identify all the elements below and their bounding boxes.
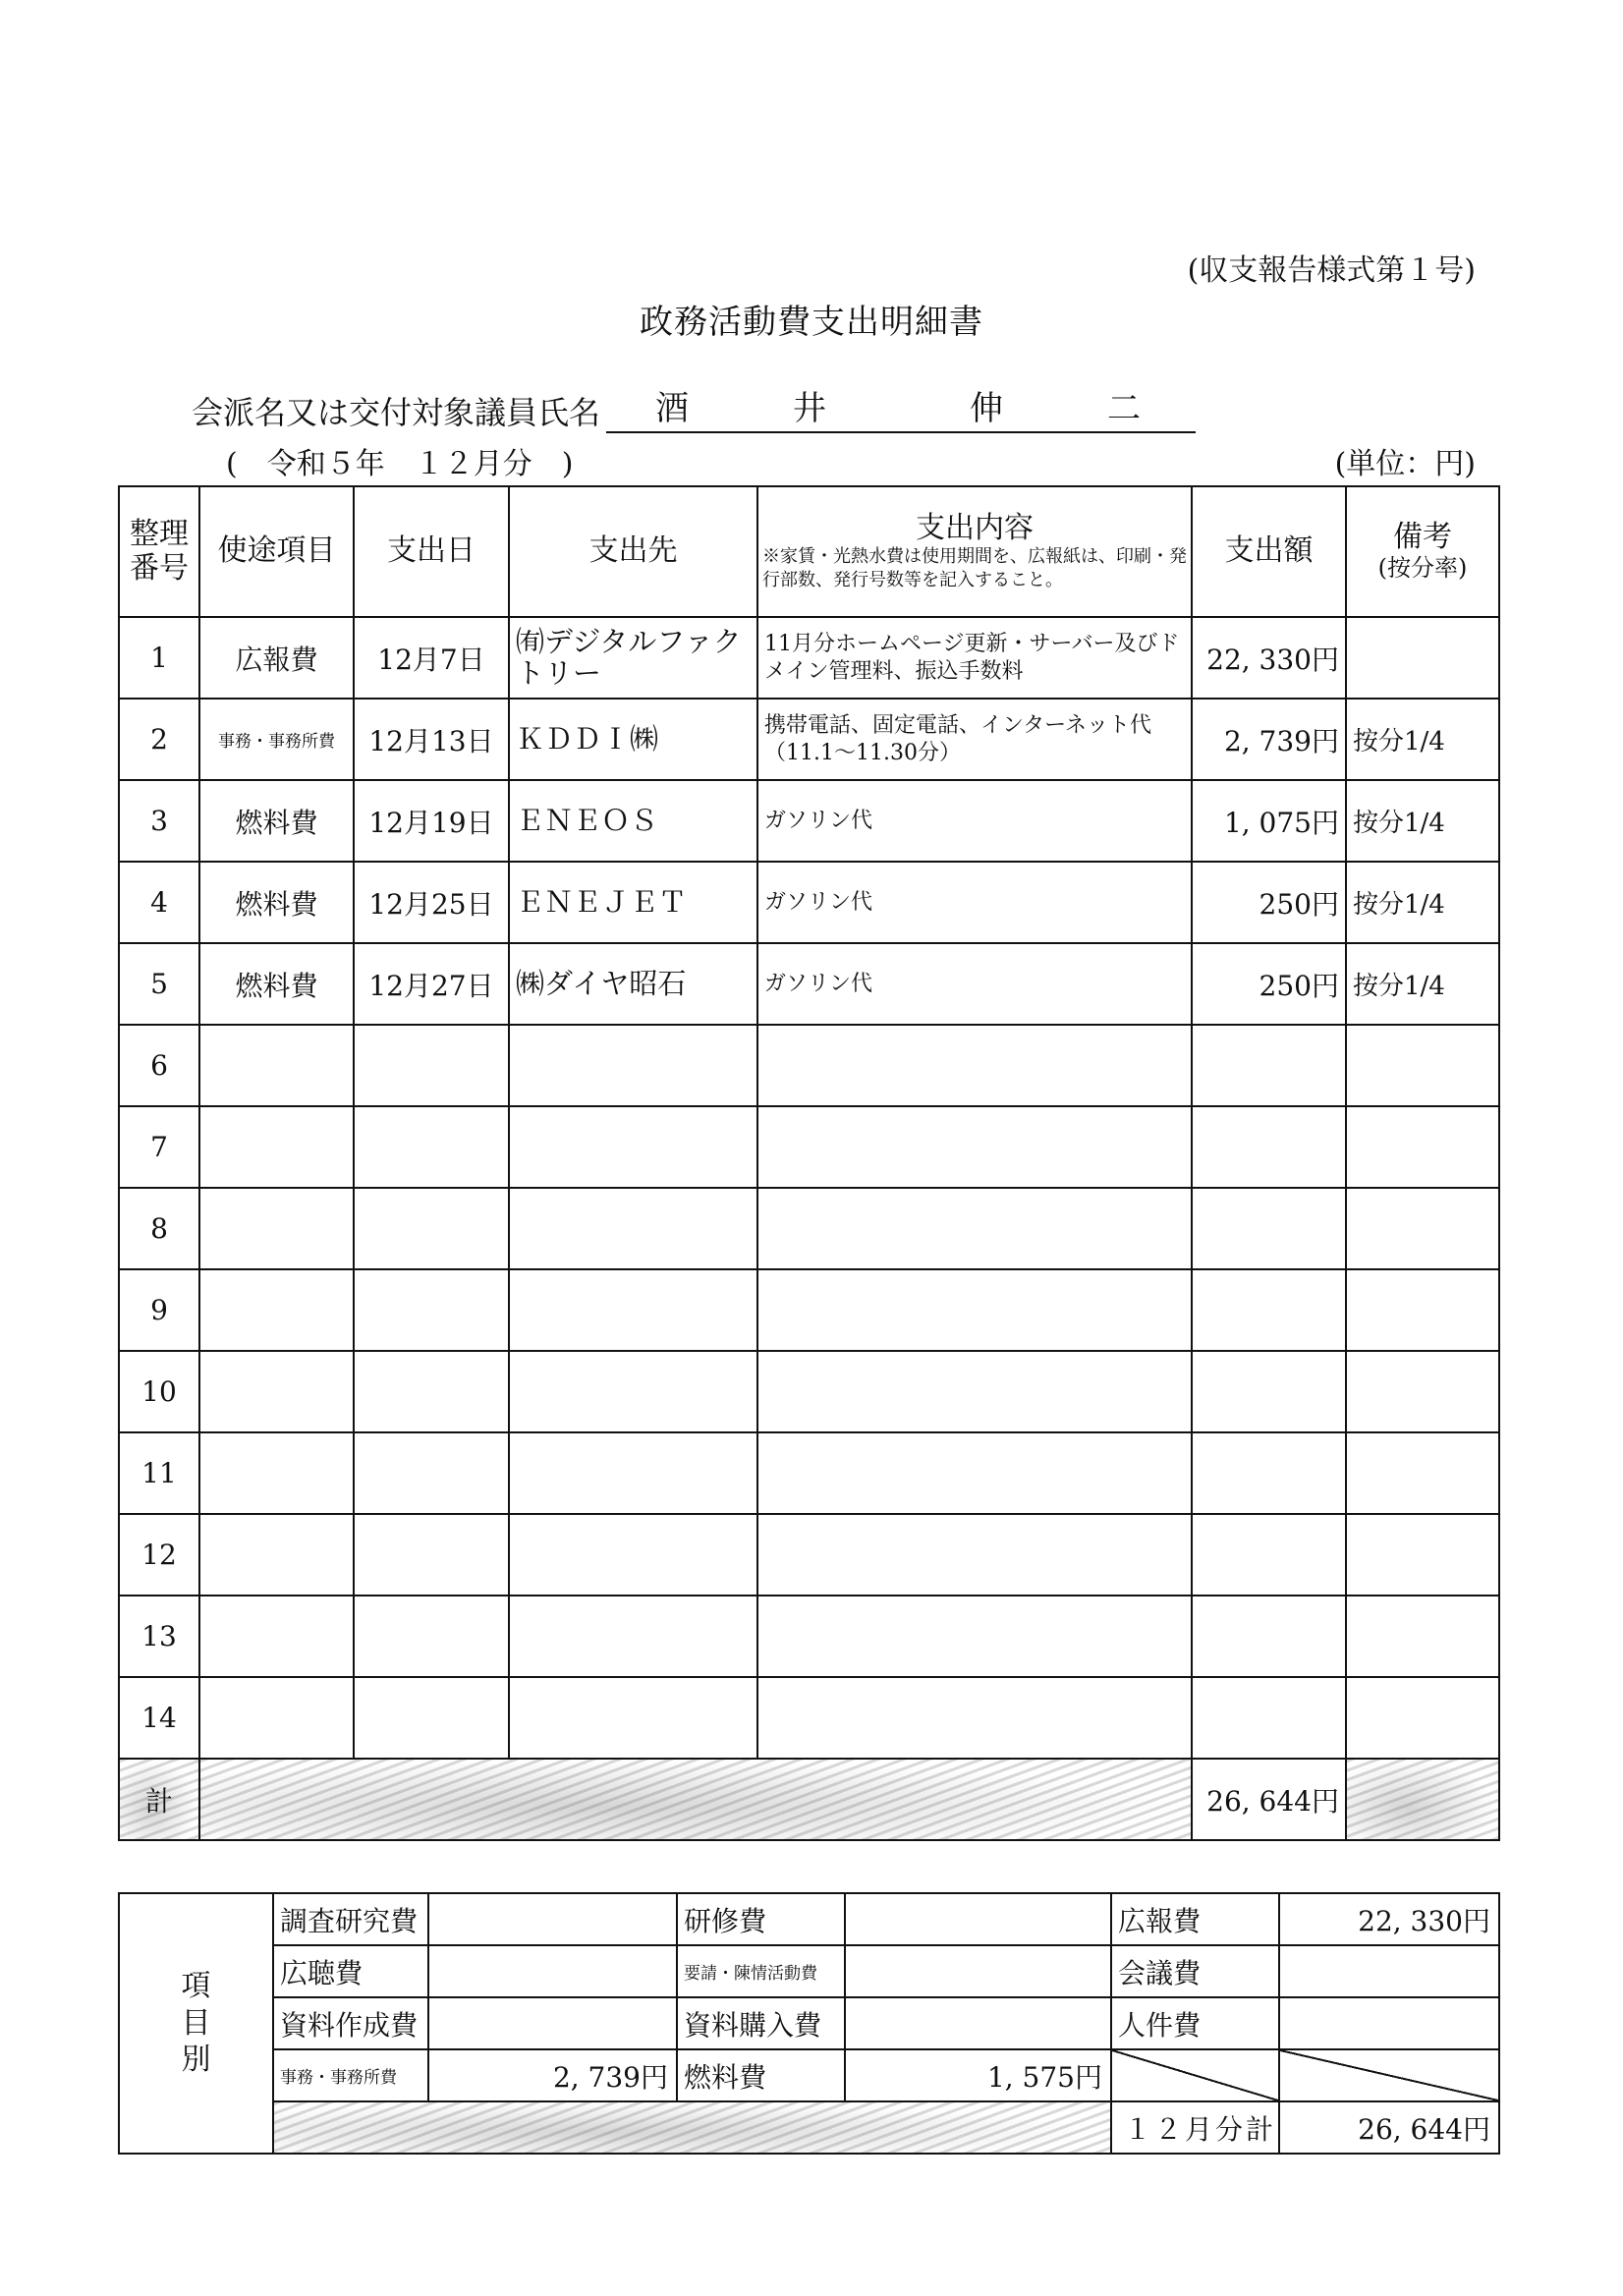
row-use-category bbox=[199, 1188, 354, 1269]
row-date: 12月27日 bbox=[354, 943, 509, 1025]
member-name-row bbox=[192, 388, 1196, 433]
row-number: 2 bbox=[119, 699, 199, 780]
row-payee: ＥＮＥＪＥＴ bbox=[509, 862, 757, 943]
row-number: 10 bbox=[119, 1351, 199, 1432]
table-row bbox=[119, 1106, 1499, 1188]
header-payee: 支出先 bbox=[509, 486, 757, 617]
row-content: ガソリン代 bbox=[757, 862, 1192, 943]
row-content: ガソリン代 bbox=[757, 780, 1192, 862]
row-payee bbox=[509, 1677, 757, 1759]
row-content bbox=[757, 1269, 1192, 1351]
row-amount bbox=[1192, 1677, 1346, 1759]
member-name-char: 二 bbox=[1107, 389, 1142, 428]
summary-value bbox=[845, 1893, 1111, 1945]
row-amount: 22, 330円 bbox=[1192, 617, 1346, 699]
table-row bbox=[119, 1677, 1499, 1759]
member-name-field bbox=[606, 389, 1196, 433]
row-use-category: 燃料費 bbox=[199, 943, 354, 1025]
row-amount bbox=[1192, 1432, 1346, 1514]
summary-row bbox=[119, 1997, 1499, 2049]
row-note bbox=[1346, 1025, 1499, 1106]
summary-label: 要請・陳情活動費 bbox=[677, 1945, 845, 1997]
row-payee bbox=[509, 1269, 757, 1351]
row-note: 按分1/4 bbox=[1346, 862, 1499, 943]
row-use-category bbox=[199, 1596, 354, 1677]
header-content-note: ※家賃・光熱水費は使用期間を、広報紙は、印刷・発行部数、発行号数等を記入すること。 bbox=[762, 546, 1187, 590]
row-content bbox=[757, 1432, 1192, 1514]
summary-row bbox=[119, 1945, 1499, 1997]
table-row bbox=[119, 780, 1499, 862]
category-summary-table bbox=[118, 1892, 1500, 2155]
row-number: 14 bbox=[119, 1677, 199, 1759]
row-note bbox=[1346, 1106, 1499, 1188]
month-total-label: １２月分計 bbox=[1111, 2101, 1279, 2154]
row-payee: ㈲デジタルファクトリー bbox=[509, 617, 757, 699]
row-number: 9 bbox=[119, 1269, 199, 1351]
row-amount: 1, 075円 bbox=[1192, 780, 1346, 862]
row-number: 12 bbox=[119, 1514, 199, 1596]
row-payee bbox=[509, 1025, 757, 1106]
table-row bbox=[119, 862, 1499, 943]
row-note bbox=[1346, 1677, 1499, 1759]
row-amount bbox=[1192, 1351, 1346, 1432]
row-payee bbox=[509, 1596, 757, 1677]
summary-blank-diagonal bbox=[1279, 2049, 1499, 2101]
row-payee bbox=[509, 1351, 757, 1432]
row-date: 12月19日 bbox=[354, 780, 509, 862]
row-date bbox=[354, 1514, 509, 1596]
row-date: 12月25日 bbox=[354, 862, 509, 943]
row-note: 按分1/4 bbox=[1346, 699, 1499, 780]
row-note: 按分1/4 bbox=[1346, 780, 1499, 862]
row-payee bbox=[509, 1188, 757, 1269]
summary-total-row bbox=[119, 2101, 1499, 2154]
summary-value: 22, 330円 bbox=[1279, 1893, 1499, 1945]
shaded-blank bbox=[273, 2101, 1111, 2154]
summary-row bbox=[119, 1893, 1499, 1945]
row-use-category: 事務・事務所費 bbox=[199, 699, 354, 780]
row-content bbox=[757, 1351, 1192, 1432]
row-content: 携帯電話、固定電話、インターネット代（11.1～11.30分） bbox=[757, 699, 1192, 780]
row-note bbox=[1346, 1351, 1499, 1432]
summary-label: 燃料費 bbox=[677, 2049, 845, 2101]
row-date: 12月7日 bbox=[354, 617, 509, 699]
row-amount bbox=[1192, 1514, 1346, 1596]
summary-value: 1, 575円 bbox=[845, 2049, 1111, 2101]
row-number: 11 bbox=[119, 1432, 199, 1514]
header-use: 使途項目 bbox=[199, 486, 354, 617]
row-payee: ＫＤＤＩ㈱ bbox=[509, 699, 757, 780]
row-payee bbox=[509, 1514, 757, 1596]
row-content bbox=[757, 1596, 1192, 1677]
row-use-category bbox=[199, 1351, 354, 1432]
table-row bbox=[119, 1269, 1499, 1351]
header-content bbox=[757, 486, 1192, 617]
row-use-category: 燃料費 bbox=[199, 862, 354, 943]
row-content bbox=[757, 1677, 1192, 1759]
row-content bbox=[757, 1106, 1192, 1188]
row-content: ガソリン代 bbox=[757, 943, 1192, 1025]
header-note: 備考 (按分率) bbox=[1346, 486, 1499, 617]
row-date bbox=[354, 1269, 509, 1351]
row-date bbox=[354, 1596, 509, 1677]
row-content bbox=[757, 1514, 1192, 1596]
summary-label: 広報費 bbox=[1111, 1893, 1279, 1945]
summary-label: 研修費 bbox=[677, 1893, 845, 1945]
row-payee bbox=[509, 1106, 757, 1188]
row-amount: 2, 739円 bbox=[1192, 699, 1346, 780]
summary-value bbox=[428, 1893, 677, 1945]
row-payee: ＥＮＥＯＳ bbox=[509, 780, 757, 862]
row-amount bbox=[1192, 1025, 1346, 1106]
row-note bbox=[1346, 617, 1499, 699]
form-number: (収支報告様式第１号) bbox=[1187, 253, 1476, 288]
header-content-title: 支出内容 bbox=[916, 510, 1034, 545]
row-payee: ㈱ダイヤ昭石 bbox=[509, 943, 757, 1025]
header-amount: 支出額 bbox=[1192, 486, 1346, 617]
member-name-char: 酒 bbox=[655, 389, 690, 428]
summary-value bbox=[428, 1945, 677, 1997]
summary-label: 人件費 bbox=[1111, 1997, 1279, 2049]
document-title: 政務活動費支出明細書 bbox=[640, 303, 983, 342]
summary-value bbox=[1279, 1945, 1499, 1997]
total-amount: 26, 644円 bbox=[1192, 1759, 1346, 1840]
summary-label: 調査研究費 bbox=[273, 1893, 428, 1945]
table-row bbox=[119, 1025, 1499, 1106]
row-note bbox=[1346, 1596, 1499, 1677]
summary-value: 2, 739円 bbox=[428, 2049, 677, 2101]
shaded-blank bbox=[199, 1759, 1192, 1840]
row-date bbox=[354, 1025, 509, 1106]
row-number: 5 bbox=[119, 943, 199, 1025]
total-row bbox=[119, 1759, 1499, 1840]
row-amount bbox=[1192, 1596, 1346, 1677]
row-number: 4 bbox=[119, 862, 199, 943]
expenditure-table bbox=[118, 485, 1500, 1841]
row-number: 3 bbox=[119, 780, 199, 862]
row-date bbox=[354, 1106, 509, 1188]
row-note: 按分1/4 bbox=[1346, 943, 1499, 1025]
row-date bbox=[354, 1188, 509, 1269]
row-use-category bbox=[199, 1025, 354, 1106]
row-content: 11月分ホームページ更新・サーバー及びドメイン管理料、振込手数料 bbox=[757, 617, 1192, 699]
row-date: 12月13日 bbox=[354, 699, 509, 780]
row-use-category bbox=[199, 1269, 354, 1351]
category-label: 項 目 別 bbox=[119, 1893, 273, 2154]
summary-value bbox=[845, 1945, 1111, 1997]
row-amount bbox=[1192, 1188, 1346, 1269]
header-no: 整理 番号 bbox=[119, 486, 199, 617]
summary-value bbox=[845, 1997, 1111, 2049]
row-date bbox=[354, 1432, 509, 1514]
row-number: 7 bbox=[119, 1106, 199, 1188]
table-row bbox=[119, 1432, 1499, 1514]
row-date bbox=[354, 1351, 509, 1432]
table-row bbox=[119, 1351, 1499, 1432]
table-row bbox=[119, 617, 1499, 699]
header-note-sub: (按分率) bbox=[1377, 553, 1468, 582]
row-number: 6 bbox=[119, 1025, 199, 1106]
row-payee bbox=[509, 1432, 757, 1514]
table-row bbox=[119, 1596, 1499, 1677]
table-row bbox=[119, 943, 1499, 1025]
row-use-category: 燃料費 bbox=[199, 780, 354, 862]
row-number: 13 bbox=[119, 1596, 199, 1677]
row-number: 8 bbox=[119, 1188, 199, 1269]
row-note bbox=[1346, 1269, 1499, 1351]
row-use-category: 広報費 bbox=[199, 617, 354, 699]
row-note bbox=[1346, 1514, 1499, 1596]
header-date: 支出日 bbox=[354, 486, 509, 617]
summary-label: 事務・事務所費 bbox=[273, 2049, 428, 2101]
table-header-row bbox=[119, 486, 1499, 617]
row-use-category bbox=[199, 1514, 354, 1596]
month-total-value: 26, 644円 bbox=[1279, 2101, 1499, 2154]
row-number: 1 bbox=[119, 617, 199, 699]
row-amount: 250円 bbox=[1192, 943, 1346, 1025]
row-date bbox=[354, 1677, 509, 1759]
table-row bbox=[119, 699, 1499, 780]
summary-value bbox=[428, 1997, 677, 2049]
shaded-blank bbox=[1346, 1759, 1499, 1840]
summary-label: 資料購入費 bbox=[677, 1997, 845, 2049]
table-row bbox=[119, 1514, 1499, 1596]
summary-label: 資料作成費 bbox=[273, 1997, 428, 2049]
row-use-category bbox=[199, 1677, 354, 1759]
row-use-category bbox=[199, 1106, 354, 1188]
member-name-char: 伸 bbox=[970, 389, 1004, 428]
row-content bbox=[757, 1025, 1192, 1106]
row-amount: 250円 bbox=[1192, 862, 1346, 943]
row-note bbox=[1346, 1188, 1499, 1269]
summary-label: 会議費 bbox=[1111, 1945, 1279, 1997]
row-use-category bbox=[199, 1432, 354, 1514]
summary-row bbox=[119, 2049, 1499, 2101]
total-label: 計 bbox=[119, 1759, 199, 1840]
member-name-char: 井 bbox=[793, 389, 827, 428]
summary-value bbox=[1279, 1997, 1499, 2049]
row-note bbox=[1346, 1432, 1499, 1514]
report-period: ( 令和５年 １２月分 ) bbox=[226, 447, 574, 481]
summary-blank-diagonal bbox=[1111, 2049, 1279, 2101]
currency-unit: (単位：円) bbox=[1334, 447, 1476, 481]
row-amount bbox=[1192, 1106, 1346, 1188]
table-row bbox=[119, 1188, 1499, 1269]
row-content bbox=[757, 1188, 1192, 1269]
row-amount bbox=[1192, 1269, 1346, 1351]
summary-label: 広聴費 bbox=[273, 1945, 428, 1997]
member-name-label: 会派名又は交付対象議員氏名 bbox=[192, 394, 601, 431]
